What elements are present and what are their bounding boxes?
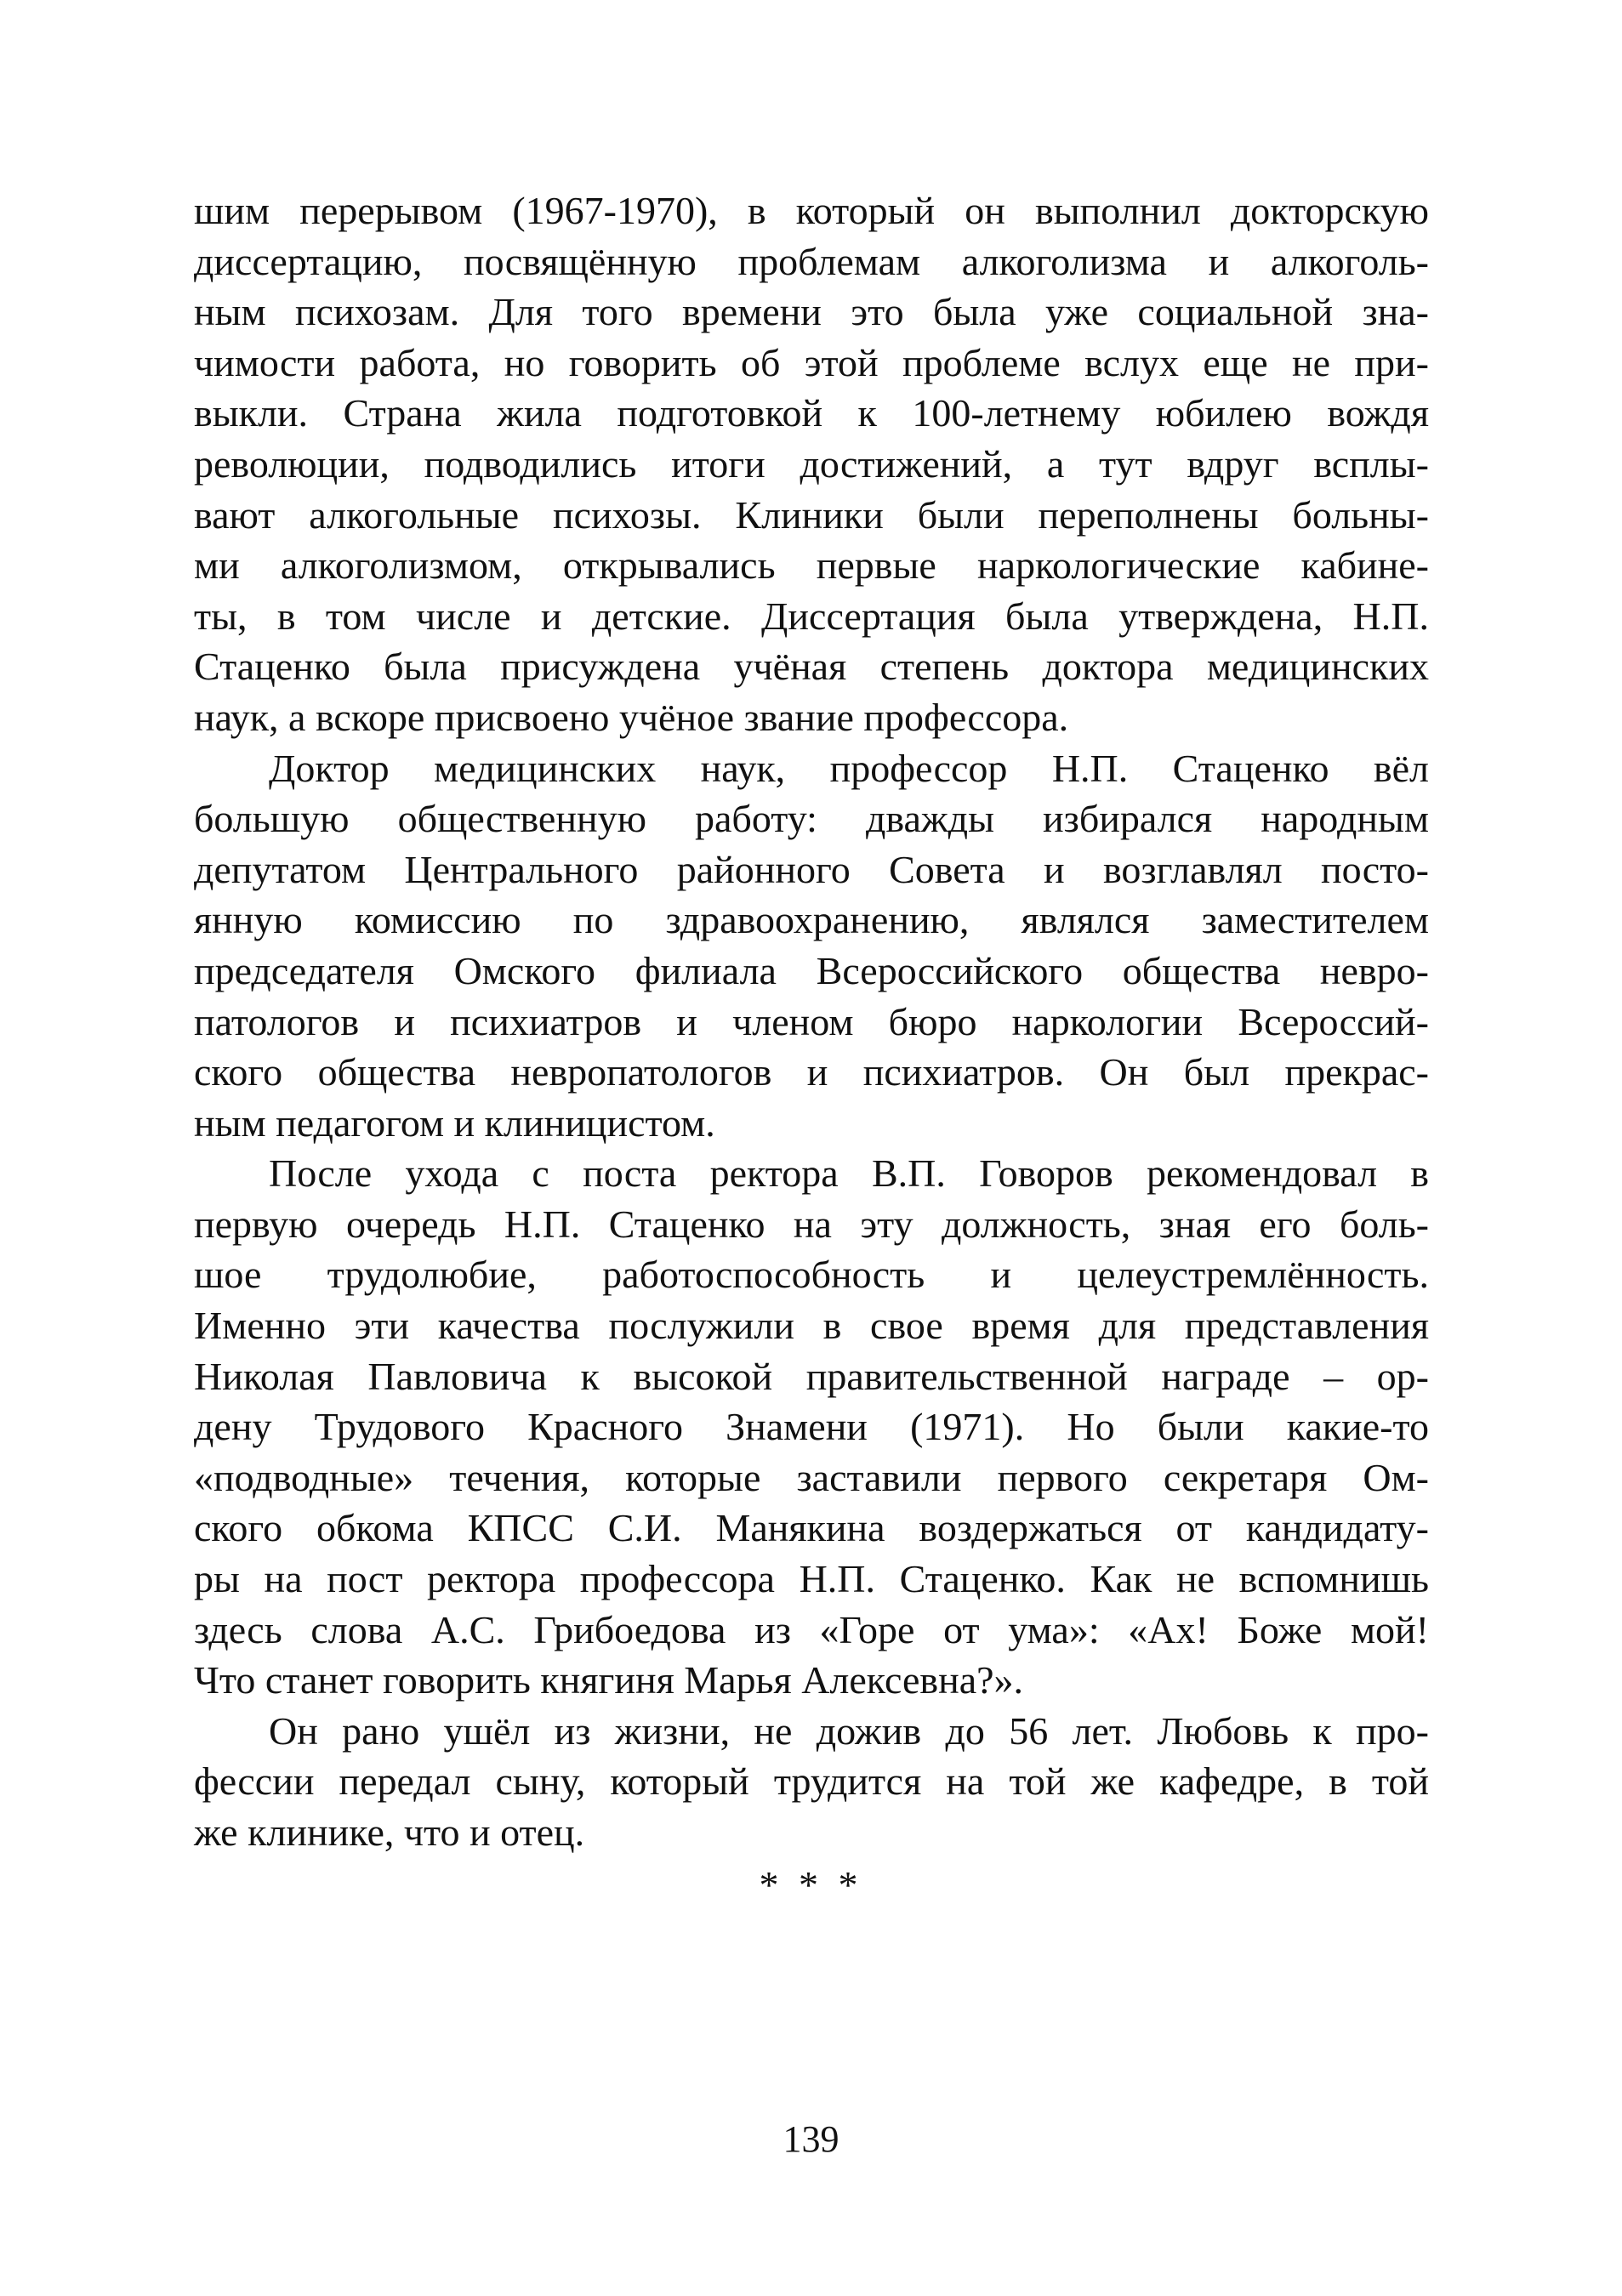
text-line: ми алкоголизмом, открывались первые наркологические кабине- [194, 543, 1429, 588]
page-number: 139 [783, 2118, 839, 2160]
text-line: ным педагогом и клиницистом. [194, 1100, 715, 1145]
text-line: председателя Омского филиала Всероссийского общества невро- [194, 948, 1429, 992]
text-line: Именно эти качества послужили в свое время для представления [194, 1304, 1429, 1348]
paragraph [194, 185, 1429, 743]
text-line: революции, подводились итоги достижений, а тут вдруг всплы- [194, 441, 1429, 486]
text-line: «подводные» течения, которые заставили первого секретаря Ом- [194, 1455, 1429, 1499]
text-line: Он рано ушёл из жизни, не дожив до 56 лет. Любовь к про- [269, 1708, 1429, 1753]
text-line: Что станет говорить княгиня Марья Алексевна?». [194, 1658, 1024, 1702]
text-line: патологов и психиатров и членом бюро наркологии Всероссий- [194, 999, 1429, 1043]
text-line: здесь слова А.С. Грибоедова из «Горе от ума»: «Ах! Боже мой! [194, 1607, 1429, 1651]
text-line: большую общественную работу: дважды избирался народным [194, 797, 1429, 841]
text-line: Стаценко была присуждена учёная степень доктора медицинских [194, 645, 1429, 689]
paragraph [194, 1706, 1429, 1858]
text-line: дену Трудового Красного Знамени (1971). Но были какие-то [194, 1405, 1429, 1449]
text-line: шим перерывом (1967-1970), в который он выполнил докторскую [194, 189, 1429, 232]
text-line: янную комиссию по здравоохранению, являлся заместителем [194, 898, 1429, 942]
text-line: ным психозам. Для того времени это была уже социальной зна- [194, 290, 1429, 334]
text-line: ского обкома КПСС С.И. Манякина воздержаться от кандидату- [194, 1506, 1429, 1550]
text-line: выкли. Страна жила подготовкой к 100-летнему юбилею вождя [194, 391, 1429, 435]
text-line: диссертацию, посвящённую проблемам алкоголизма и алкоголь- [194, 239, 1429, 283]
text-line: После ухода с поста ректора В.П. Говоров рекомендовал в [269, 1151, 1429, 1196]
text-line: наук, а вскоре присвоено учёное звание профессора. [194, 695, 1069, 739]
text-line: шое трудолюбие, работоспособность и целеустремлённость. [194, 1253, 1429, 1297]
text-line: вают алкогольные психозы. Клиники были переполнены больны- [194, 492, 1429, 537]
text-line: чимости работа, но говорить об этой проблеме вслух еще не при- [194, 340, 1429, 384]
text-line: первую очередь Н.П. Стаценко на эту должность, зная его боль- [194, 1202, 1429, 1246]
paragraph [194, 743, 1429, 1149]
paragraph [194, 1148, 1429, 1706]
text-line: Доктор медицинских наук, профессор Н.П. Стаценко вёл [269, 746, 1429, 790]
text-line: же клинике, что и отец. [194, 1810, 585, 1854]
section-separator: * * * [759, 1863, 863, 1907]
text-line: Николая Павловича к высокой правительственной награде – ор- [194, 1354, 1429, 1398]
text-line: ского общества невропатологов и психиатров. Он был прекрас- [194, 1050, 1429, 1094]
text-line: ты, в том числе и детские. Диссертация была утверждена, Н.П. [194, 594, 1429, 638]
body-text [194, 185, 1429, 1858]
text-line: ры на пост ректора профессора Н.П. Стаценко. Как не вспомнишь [194, 1557, 1429, 1601]
text-line: фессии передал сыну, который трудится на той же кафедре, в той [194, 1759, 1429, 1804]
text-line: депутатом Центрального районного Совета и возглавлял посто- [194, 847, 1429, 891]
